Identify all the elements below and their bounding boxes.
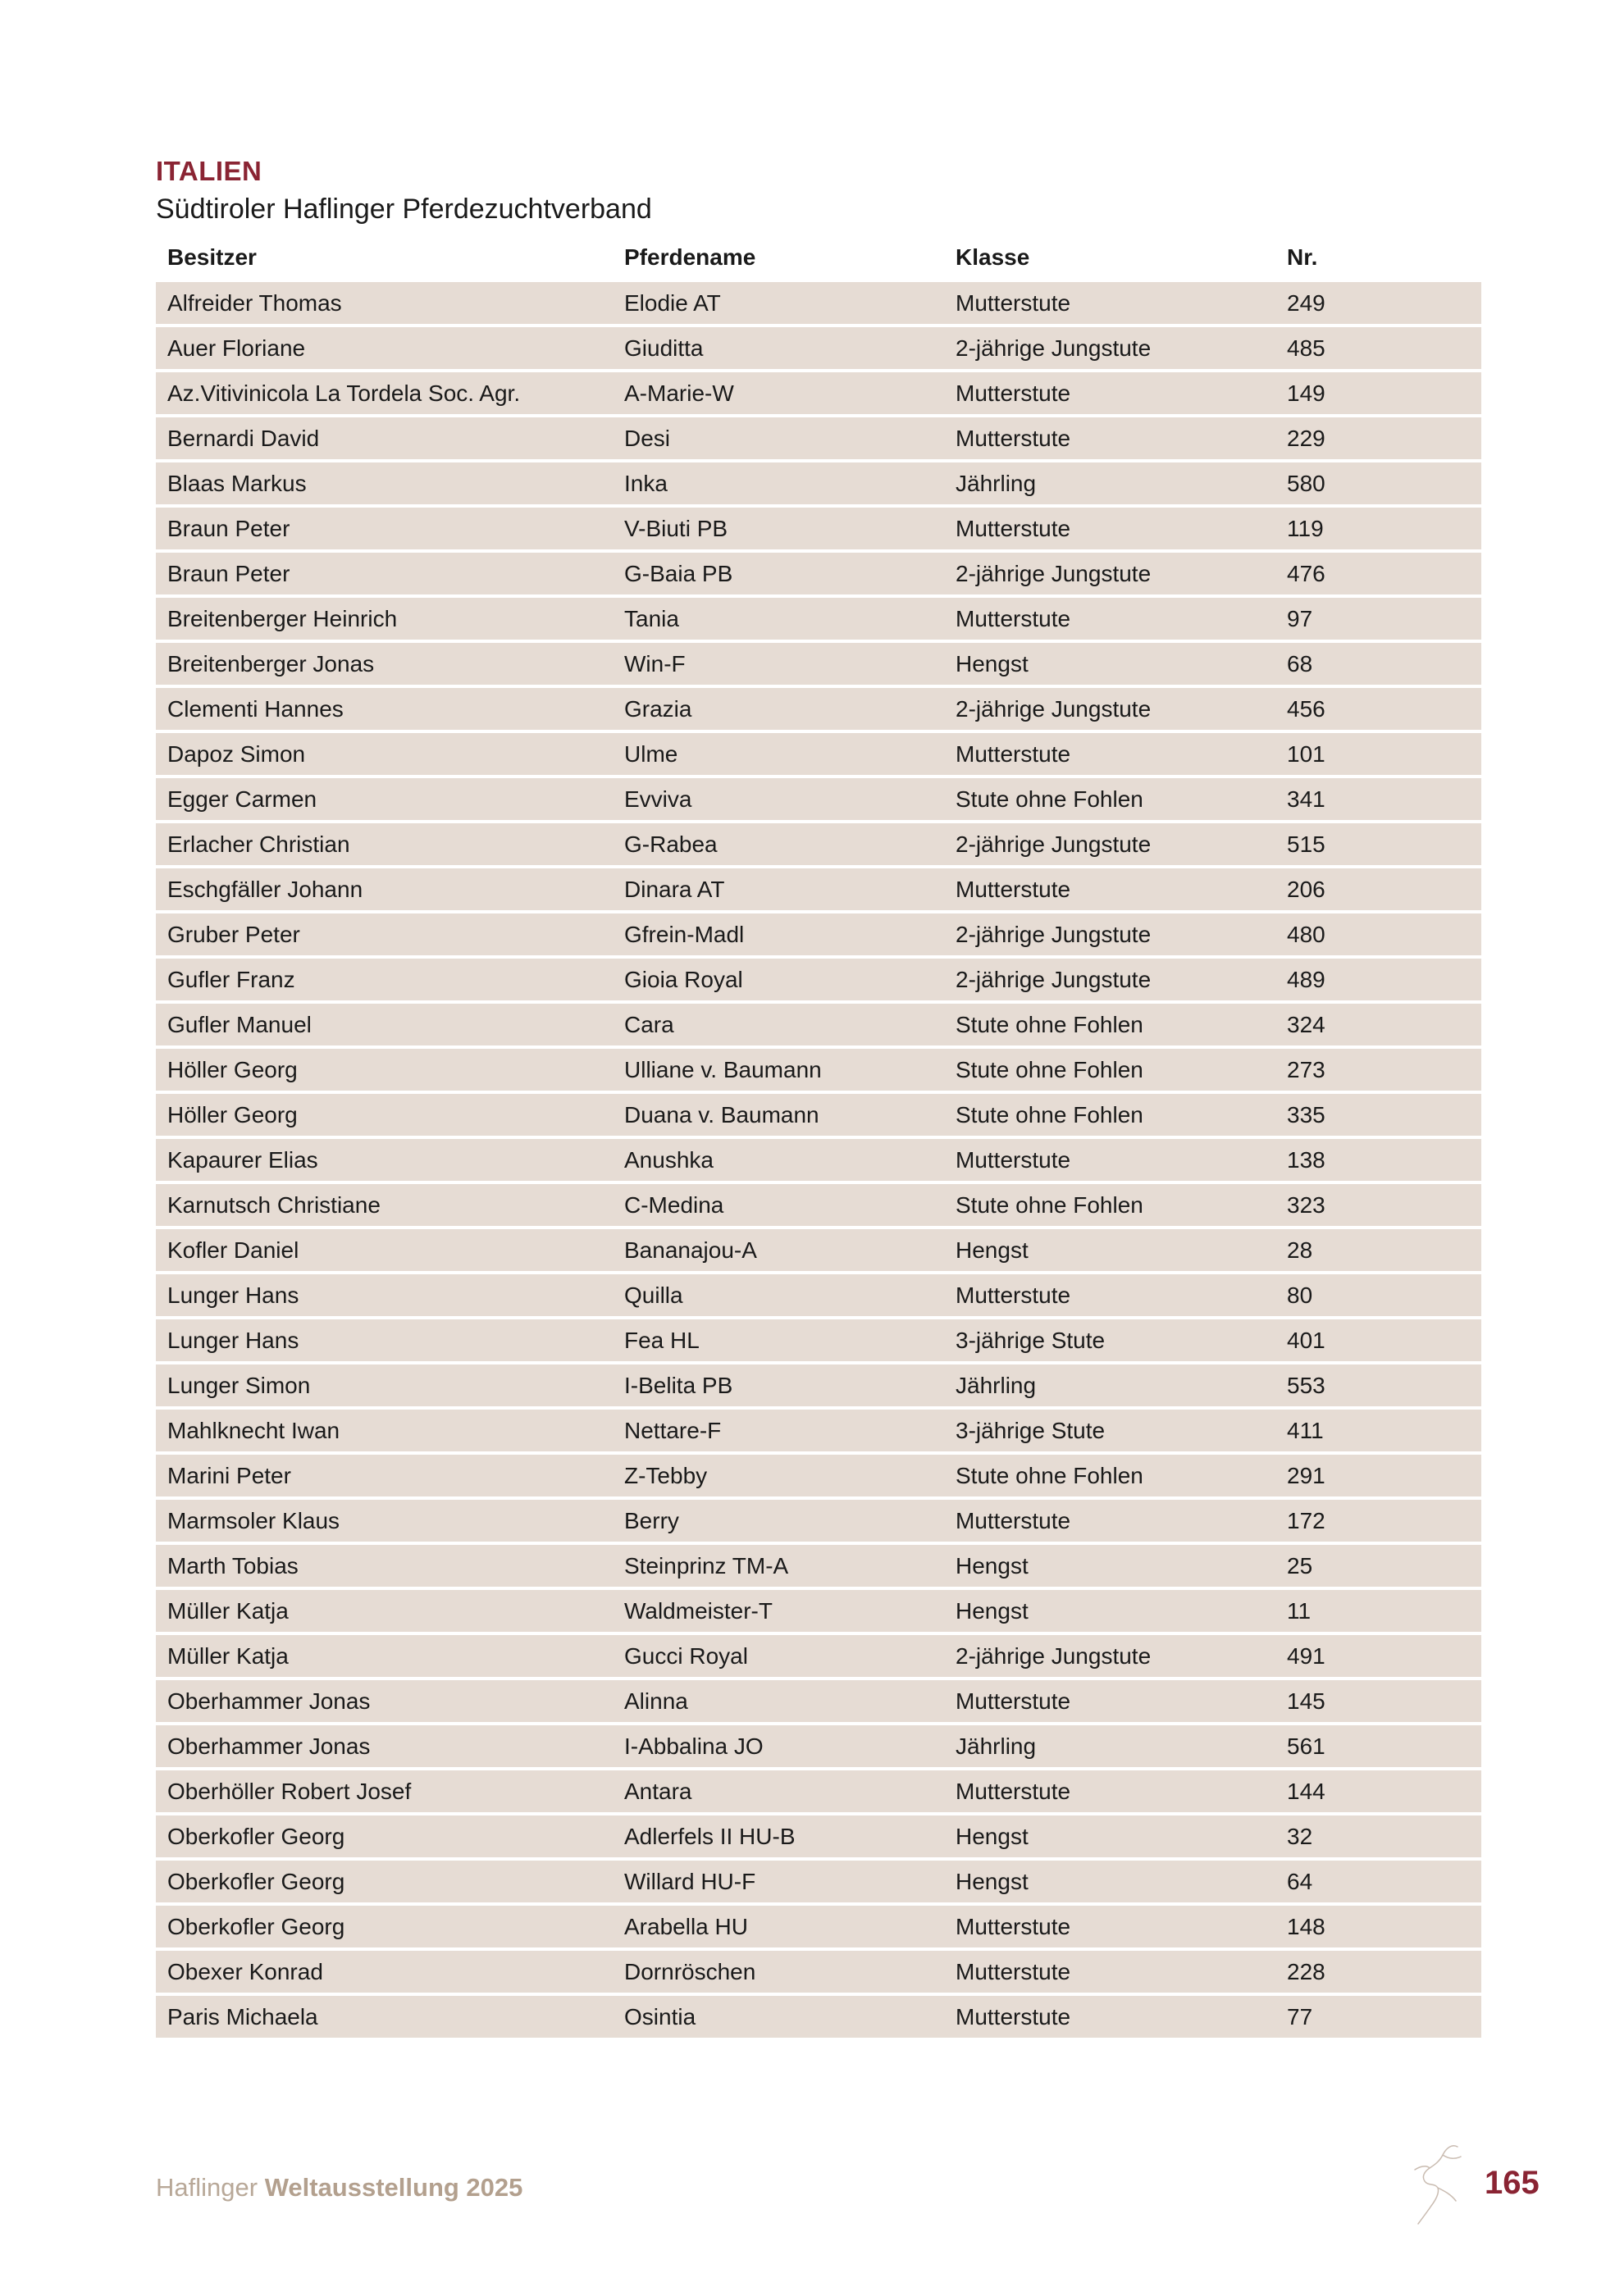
table-row <box>156 688 1481 730</box>
cell-klasse: 2-jährige Jungstute <box>956 831 1152 857</box>
table-row <box>156 1364 1481 1406</box>
cell-nr: 206 <box>1287 876 1325 902</box>
cell-pferdename: I-Abbalina JO <box>624 1733 764 1759</box>
cell-nr: 64 <box>1287 1868 1313 1894</box>
cell-besitzer: Oberkofler Georg <box>167 1868 345 1894</box>
cell-klasse: Mutterstute <box>956 2003 1071 2029</box>
cell-klasse: Mutterstute <box>956 425 1071 451</box>
cell-pferdename: Z-Tebby <box>624 1462 708 1488</box>
cell-nr: 144 <box>1287 1778 1325 1804</box>
cell-klasse: 2-jährige Jungstute <box>956 335 1152 361</box>
cell-besitzer: Marini Peter <box>167 1462 291 1488</box>
cell-nr: 229 <box>1287 425 1325 451</box>
cell-klasse: Mutterstute <box>956 605 1071 631</box>
header-klasse: Klasse <box>956 244 1030 270</box>
cell-nr: 553 <box>1287 1372 1325 1398</box>
cell-nr: 119 <box>1287 515 1324 541</box>
cell-pferdename: Osintia <box>624 2003 696 2029</box>
cell-klasse: Mutterstute <box>956 1507 1071 1533</box>
cell-klasse: Hengst <box>956 1597 1029 1624</box>
cell-klasse: 2-jährige Jungstute <box>956 1642 1152 1669</box>
cell-pferdename: Gucci Royal <box>624 1642 748 1669</box>
association-title: Südtiroler Haflinger Pferdezuchtverband <box>156 194 652 225</box>
cell-besitzer: Bernardi David <box>167 425 320 451</box>
cell-klasse: Mutterstute <box>956 740 1071 767</box>
cell-besitzer: Erlacher Christian <box>167 831 350 857</box>
cell-pferdename: Giuditta <box>624 335 704 361</box>
cell-besitzer: Oberhammer Jonas <box>167 1733 371 1759</box>
cell-besitzer: Clementi Hannes <box>167 695 344 722</box>
table-row <box>156 327 1481 369</box>
cell-besitzer: Oberhöller Robert Josef <box>167 1778 412 1804</box>
cell-pferdename: Anushka <box>624 1146 714 1173</box>
cell-klasse: 2-jährige Jungstute <box>956 921 1152 947</box>
cell-pferdename: G-Baia PB <box>624 560 733 586</box>
cell-pferdename: I-Belita PB <box>624 1372 733 1398</box>
cell-besitzer: Oberkofler Georg <box>167 1913 345 1939</box>
cell-besitzer: Egger Carmen <box>167 786 317 812</box>
cell-nr: 324 <box>1287 1011 1325 1037</box>
cell-nr: 291 <box>1287 1462 1325 1488</box>
cell-nr: 341 <box>1287 786 1325 812</box>
cell-besitzer: Lunger Simon <box>167 1372 311 1398</box>
cell-besitzer: Lunger Hans <box>167 1327 299 1353</box>
table-row <box>156 1500 1481 1542</box>
cell-nr: 32 <box>1287 1823 1313 1849</box>
cell-nr: 456 <box>1287 695 1325 722</box>
cell-klasse: Mutterstute <box>956 876 1071 902</box>
table-row <box>156 553 1481 594</box>
header-pferdename: Pferdename <box>624 244 756 270</box>
cell-pferdename: Elodie AT <box>624 289 721 316</box>
cell-klasse: Jährling <box>956 470 1037 496</box>
cell-besitzer: Müller Katja <box>167 1642 289 1669</box>
cell-besitzer: Paris Michaela <box>167 2003 318 2029</box>
cell-klasse: Hengst <box>956 1823 1029 1849</box>
cell-klasse: Jährling <box>956 1733 1037 1759</box>
cell-besitzer: Marmsoler Klaus <box>167 1507 340 1533</box>
cell-pferdename: Desi <box>624 425 671 451</box>
table-row <box>156 508 1481 549</box>
table-row <box>156 1545 1481 1587</box>
cell-klasse: Stute ohne Fohlen <box>956 1462 1143 1488</box>
cell-pferdename: Nettare-F <box>624 1417 722 1443</box>
cell-besitzer: Braun Peter <box>167 515 290 541</box>
cell-pferdename: Steinprinz TM-A <box>624 1552 789 1578</box>
cell-nr: 515 <box>1287 831 1325 857</box>
cell-pferdename: Fea HL <box>624 1327 700 1353</box>
table-row <box>156 823 1481 865</box>
cell-nr: 97 <box>1287 605 1313 631</box>
cell-besitzer: Oberhammer Jonas <box>167 1688 371 1714</box>
table-row <box>156 282 1481 324</box>
cell-pferdename: Inka <box>624 470 668 496</box>
cell-klasse: Mutterstute <box>956 1146 1071 1173</box>
cell-besitzer: Breitenberger Jonas <box>167 650 375 676</box>
cell-besitzer: Az.Vitivinicola La Tordela Soc. Agr. <box>167 380 521 406</box>
cell-nr: 401 <box>1287 1327 1325 1353</box>
table-row <box>156 913 1481 955</box>
cell-pferdename: Willard HU-F <box>624 1868 756 1894</box>
cell-besitzer: Blaas Markus <box>167 470 307 496</box>
table-row <box>156 598 1481 640</box>
cell-pferdename: Duana v. Baumann <box>624 1101 819 1128</box>
cell-pferdename: Waldmeister-T <box>624 1597 773 1624</box>
cell-nr: 273 <box>1287 1056 1325 1082</box>
cell-klasse: Mutterstute <box>956 1282 1071 1308</box>
cell-pferdename: A-Marie-W <box>624 380 734 406</box>
cell-klasse: Stute ohne Fohlen <box>956 1011 1143 1037</box>
cell-nr: 249 <box>1287 289 1325 316</box>
cell-klasse: 2-jährige Jungstute <box>956 560 1152 586</box>
cell-klasse: Mutterstute <box>956 1778 1071 1804</box>
cell-nr: 323 <box>1287 1191 1325 1218</box>
cell-besitzer: Marth Tobias <box>167 1552 299 1578</box>
cell-pferdename: Cara <box>624 1011 674 1037</box>
cell-besitzer: Kapaurer Elias <box>167 1146 318 1173</box>
table-row <box>156 1229 1481 1271</box>
cell-pferdename: Tania <box>624 605 679 631</box>
cell-besitzer: Oberkofler Georg <box>167 1823 345 1849</box>
cell-pferdename: Bananajou-A <box>624 1237 757 1263</box>
table-row <box>156 1861 1481 1902</box>
table-row <box>156 959 1481 1000</box>
cell-besitzer: Höller Georg <box>167 1101 298 1128</box>
cell-pferdename: Quilla <box>624 1282 683 1308</box>
cell-besitzer: Gufler Franz <box>167 966 295 992</box>
cell-klasse: Mutterstute <box>956 515 1071 541</box>
cell-besitzer: Lunger Hans <box>167 1282 299 1308</box>
table-row <box>156 1455 1481 1496</box>
cell-klasse: Hengst <box>956 1552 1029 1578</box>
footer-brand-bold: Weltausstellung 2025 <box>264 2173 523 2202</box>
cell-pferdename: Win-F <box>624 650 686 676</box>
table-row <box>156 1094 1481 1136</box>
cell-klasse: Jährling <box>956 1372 1037 1398</box>
cell-pferdename: Adlerfels II HU-B <box>624 1823 796 1849</box>
cell-nr: 580 <box>1287 470 1325 496</box>
table-row <box>156 1725 1481 1767</box>
cell-besitzer: Eschgfäller Johann <box>167 876 363 902</box>
cell-besitzer: Gruber Peter <box>167 921 300 947</box>
cell-nr: 476 <box>1287 560 1325 586</box>
table-row <box>156 1139 1481 1181</box>
table-row <box>156 1410 1481 1451</box>
cell-pferdename: V-Biuti PB <box>624 515 728 541</box>
table-row <box>156 1996 1481 2038</box>
table-row <box>156 417 1481 459</box>
cell-klasse: 3-jährige Stute <box>956 1327 1106 1353</box>
header-nr: Nr. <box>1287 244 1318 270</box>
table-row <box>156 1906 1481 1947</box>
cell-pferdename: Ulliane v. Baumann <box>624 1056 822 1082</box>
table-row <box>156 1951 1481 1993</box>
cell-klasse: Mutterstute <box>956 1688 1071 1714</box>
cell-besitzer: Gufler Manuel <box>167 1011 312 1037</box>
cell-nr: 11 <box>1287 1597 1312 1624</box>
cell-nr: 491 <box>1287 1642 1325 1669</box>
cell-klasse: Stute ohne Fohlen <box>956 1101 1143 1128</box>
cell-nr: 148 <box>1287 1913 1325 1939</box>
cell-klasse: Hengst <box>956 650 1029 676</box>
cell-besitzer: Karnutsch Christiane <box>167 1191 381 1218</box>
table-row <box>156 1319 1481 1361</box>
cell-nr: 335 <box>1287 1101 1325 1128</box>
cell-klasse: Mutterstute <box>956 380 1071 406</box>
table-header-row <box>156 236 1481 279</box>
table-row <box>156 1770 1481 1812</box>
cell-klasse: Hengst <box>956 1868 1029 1894</box>
cell-nr: 80 <box>1287 1282 1313 1308</box>
table-row <box>156 778 1481 820</box>
cell-nr: 149 <box>1287 380 1325 406</box>
cell-nr: 561 <box>1287 1733 1325 1759</box>
table-row <box>156 1680 1481 1722</box>
cell-pferdename: Berry <box>624 1507 679 1533</box>
cell-pferdename: G-Rabea <box>624 831 718 857</box>
cell-klasse: Hengst <box>956 1237 1029 1263</box>
cell-nr: 172 <box>1287 1507 1325 1533</box>
entries-table <box>156 236 1481 2041</box>
cell-pferdename: Evviva <box>624 786 692 812</box>
table-row <box>156 462 1481 504</box>
cell-besitzer: Obexer Konrad <box>167 1958 323 1984</box>
footer-brand-light: Haflinger <box>156 2173 258 2202</box>
cell-besitzer: Auer Floriane <box>167 335 306 361</box>
cell-besitzer: Breitenberger Heinrich <box>167 605 398 631</box>
cell-nr: 101 <box>1287 740 1325 767</box>
cell-pferdename: Arabella HU <box>624 1913 748 1939</box>
table-row <box>156 868 1481 910</box>
table-row <box>156 733 1481 775</box>
cell-besitzer: Braun Peter <box>167 560 290 586</box>
table-row <box>156 1049 1481 1091</box>
cell-pferdename: Dornröschen <box>624 1958 756 1984</box>
table-row <box>156 1815 1481 1857</box>
header-besitzer: Besitzer <box>167 244 257 270</box>
table-row <box>156 643 1481 685</box>
cell-pferdename: Grazia <box>624 695 692 722</box>
cell-nr: 489 <box>1287 966 1325 992</box>
cell-nr: 25 <box>1287 1552 1313 1578</box>
country-heading: ITALIEN <box>156 156 262 186</box>
cell-pferdename: Antara <box>624 1778 692 1804</box>
page-number: 165 <box>1485 2165 1540 2201</box>
cell-besitzer: Kofler Daniel <box>167 1237 299 1263</box>
cell-nr: 68 <box>1287 650 1313 676</box>
cell-nr: 485 <box>1287 335 1325 361</box>
cell-klasse: Stute ohne Fohlen <box>956 786 1143 812</box>
cell-klasse: Mutterstute <box>956 1913 1071 1939</box>
cell-nr: 138 <box>1287 1146 1325 1173</box>
cell-nr: 228 <box>1287 1958 1325 1984</box>
cell-klasse: 3-jährige Stute <box>956 1417 1106 1443</box>
table-row <box>156 1184 1481 1226</box>
cell-nr: 77 <box>1287 2003 1313 2029</box>
cell-besitzer: Müller Katja <box>167 1597 289 1624</box>
cell-klasse: Stute ohne Fohlen <box>956 1056 1143 1082</box>
cell-klasse: Mutterstute <box>956 289 1071 316</box>
cell-pferdename: Dinara AT <box>624 876 725 902</box>
cell-pferdename: Gfrein-Madl <box>624 921 745 947</box>
horse-logo-icon <box>1407 2140 1472 2230</box>
cell-klasse: 2-jährige Jungstute <box>956 695 1152 722</box>
cell-nr: 411 <box>1287 1417 1324 1443</box>
footer-brand <box>156 2173 522 2203</box>
cell-nr: 28 <box>1287 1237 1313 1263</box>
cell-pferdename: Alinna <box>624 1688 688 1714</box>
cell-klasse: Stute ohne Fohlen <box>956 1191 1143 1218</box>
table-row <box>156 372 1481 414</box>
cell-klasse: 2-jährige Jungstute <box>956 966 1152 992</box>
cell-pferdename: Gioia Royal <box>624 966 743 992</box>
cell-besitzer: Mahlknecht Iwan <box>167 1417 340 1443</box>
table-row <box>156 1635 1481 1677</box>
cell-besitzer: Alfreider Thomas <box>167 289 342 316</box>
cell-nr: 480 <box>1287 921 1325 947</box>
table-row <box>156 1590 1481 1632</box>
cell-besitzer: Dapoz Simon <box>167 740 306 767</box>
cell-besitzer: Höller Georg <box>167 1056 298 1082</box>
cell-klasse: Mutterstute <box>956 1958 1071 1984</box>
table-row <box>156 1274 1481 1316</box>
cell-pferdename: C-Medina <box>624 1191 724 1218</box>
cell-pferdename: Ulme <box>624 740 678 767</box>
cell-nr: 145 <box>1287 1688 1325 1714</box>
table-row <box>156 1004 1481 1046</box>
